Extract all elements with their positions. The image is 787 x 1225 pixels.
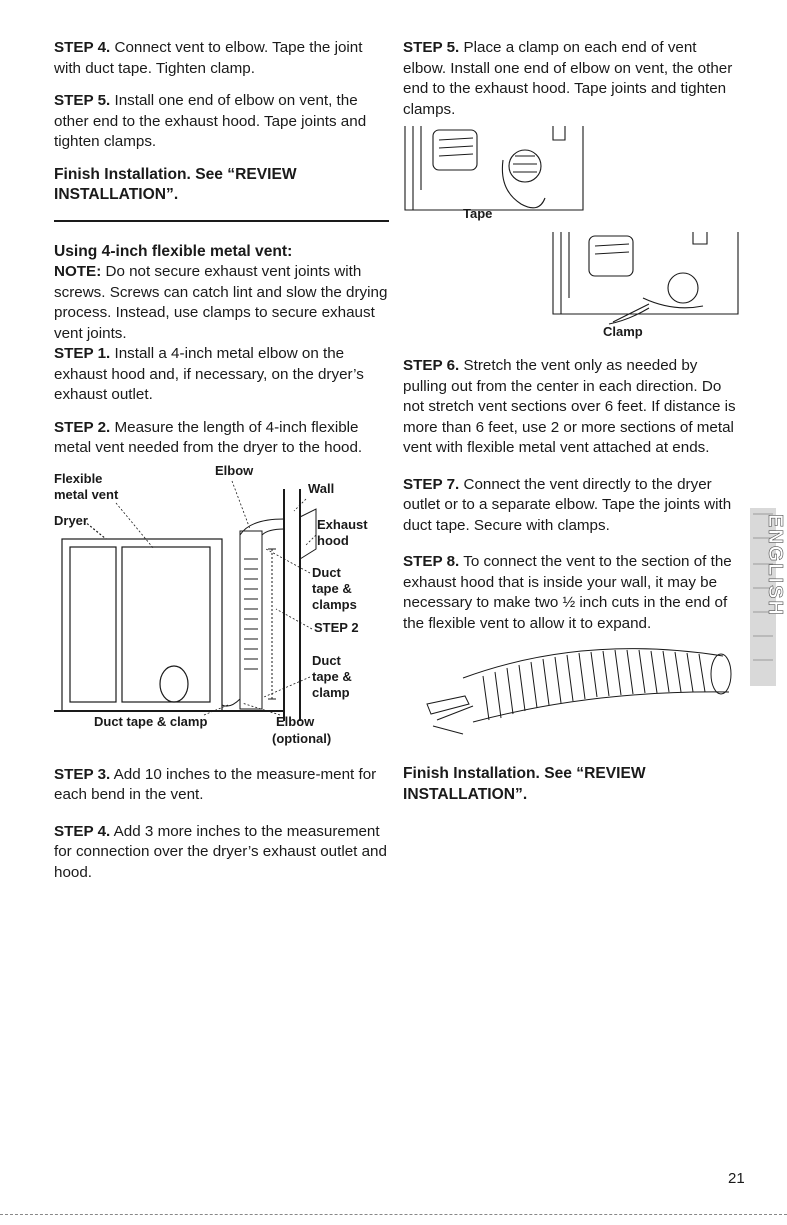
right-column (403, 38, 738, 805)
label-dryer: Dryer (54, 512, 88, 528)
step4-paragraph: STEP 4. Connect vent to elbow. Tape the joint with duct tape. Tighten clamp. (54, 39, 363, 77)
flexible-vent-diagram (54, 459, 389, 749)
label-duct-tape-clamp: Duct tape & clamp (94, 713, 208, 729)
section-heading: Using 4-inch flexible metal vent: (54, 242, 293, 260)
label-tape-2: tape & (312, 668, 352, 684)
language-side-tab (750, 508, 786, 686)
leader-lines (116, 481, 316, 715)
finish-installation-note: Finish Installation. See “REVIEW INSTALLATION”. (54, 165, 297, 203)
dryer-illustration (62, 521, 222, 711)
label-clamp-right: Clamp (603, 324, 643, 339)
step4b-paragraph: STEP 4. Add 3 more inches to the measurement for connection over the dryer’s exhaust outlet and hood. (54, 822, 387, 881)
label-tape: Tape (463, 206, 493, 221)
wall-illustration (284, 489, 300, 721)
label-flexible: Flexible (54, 470, 103, 486)
flexible-vent-illustration (427, 649, 731, 734)
step5-right-paragraph: STEP 5. Place a clamp on each end of vent elbow. Install one end of elbow on vent, the other end to the exhaust hood. Tape joints and tighten clamps. (403, 39, 733, 118)
step5-paragraph: STEP 5. Install one end of elbow on vent, the other end to the exhaust hood. Tape joints and tighten clamps. (54, 92, 367, 150)
left-column (54, 38, 389, 883)
vent-duct-illustration (222, 509, 316, 709)
dryer-back-tape-illustration (405, 126, 583, 210)
step3-paragraph: STEP 3. Add 10 inches to the measure-ment for each bend in the vent. (54, 765, 377, 803)
step8-paragraph: STEP 8. To connect the vent to the section of the exhaust hood that is inside your wall, it may be necessary to make two ½ inch cuts in the end of the flexible vent to allow it to expand. (403, 553, 732, 632)
page-number: 21 (728, 1170, 745, 1187)
note-paragraph: NOTE: Do not secure exhaust vent joints with screws. Screws can catch lint and slow the drying process. Instead, use clamps to secure exhaust vent joints. (54, 263, 388, 342)
label-clamp: clamp (312, 684, 350, 700)
clamp-elbow-figure (403, 228, 738, 340)
label-metal-vent: metal vent (54, 486, 119, 502)
step2-paragraph: STEP 2. Measure the length of 4-inch flexible metal vent needed from the dryer to the hood. (54, 418, 363, 456)
label-exhaust: Exhaust (317, 516, 368, 532)
page-bottom-edge (0, 1214, 787, 1215)
step6-paragraph: STEP 6. Stretch the vent only as needed by pulling out from the center in each direction. Do not stretch vent sections over 6 feet. If distance is more than 6 feet, use 2 or more sections of metal vent with flexible metal vent attached at ends. (403, 357, 736, 456)
step1-paragraph: STEP 1. Install a 4-inch metal elbow on the exhaust hood and, if necessary, on the dryer’s exhaust outlet. (54, 345, 364, 403)
label-wall: Wall (308, 480, 335, 496)
section-divider (54, 220, 389, 222)
label-step2: STEP 2 (314, 619, 359, 635)
label-elbow: Elbow (215, 462, 254, 478)
label-clamps: clamps (312, 596, 357, 612)
label-optional: (optional) (272, 730, 332, 746)
side-tab-label: ENGLISH (764, 514, 786, 617)
label-tape-1: tape & (312, 580, 352, 596)
finish-installation-right: Finish Installation. See “REVIEW INSTALLATION”. (403, 765, 646, 803)
step7-paragraph: STEP 7. Connect the vent directly to the dryer outlet or to a separate elbow. Tape the joints with duct tape. Secure with clamps. (403, 475, 732, 534)
label-duct-1: Duct (312, 564, 341, 580)
label-hood: hood (317, 532, 349, 548)
flexible-vent-cut-figure (403, 634, 738, 752)
label-duct-2: Duct (312, 652, 341, 668)
dryer-back-clamp-illustration (553, 232, 738, 324)
label-elbow-optional: Elbow (276, 713, 315, 729)
tape-elbow-figure (403, 120, 738, 220)
